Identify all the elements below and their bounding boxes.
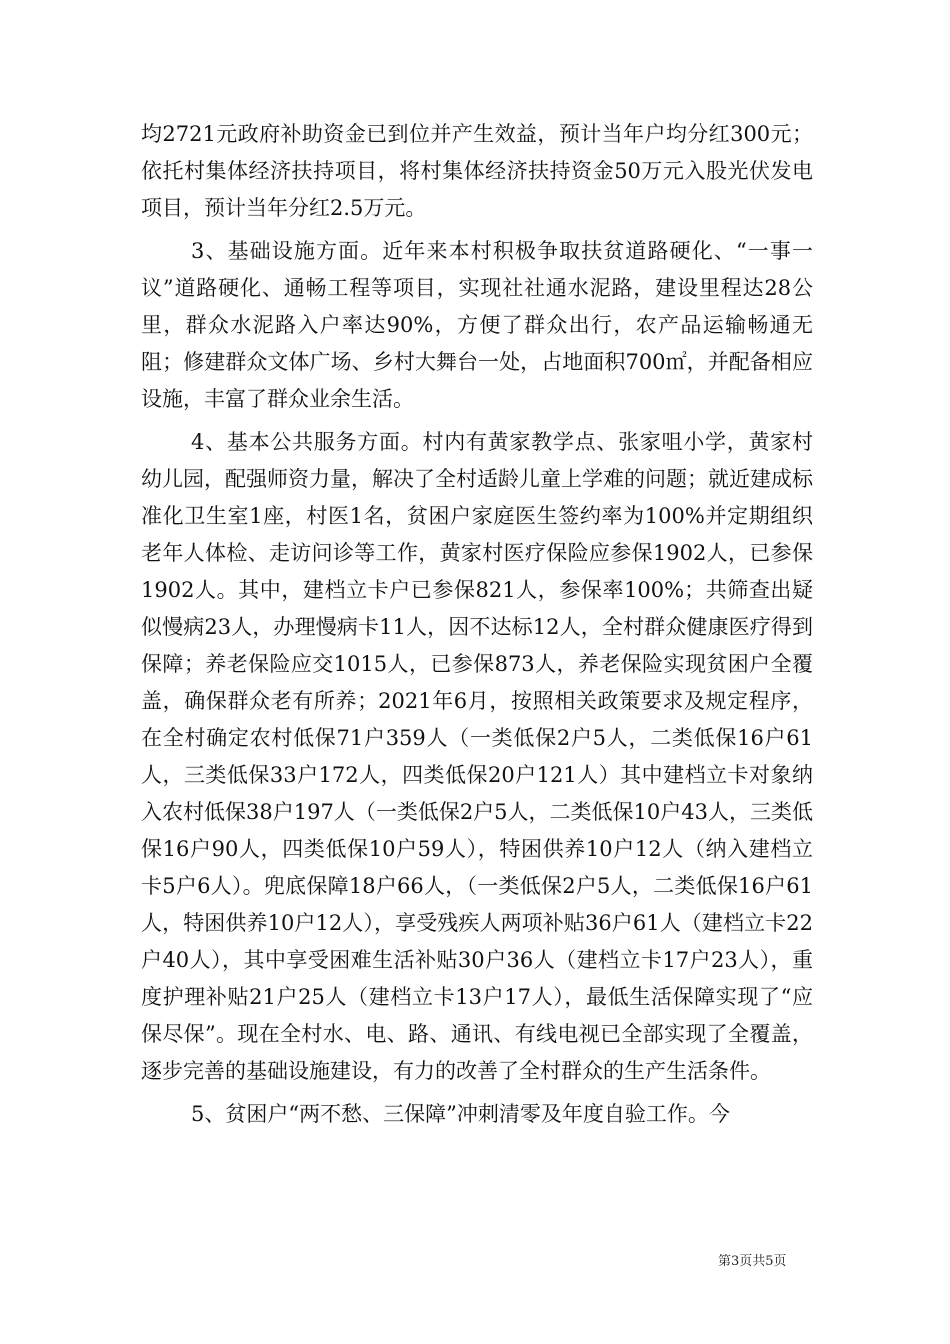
document-body <box>141 116 813 1133</box>
page-number: 第3页共5页 <box>718 1254 787 1269</box>
paragraph-poverty-clearing: 5、贫困户“两不愁、三保障”冲刺清零及年度自验工作。今 <box>191 1102 730 1126</box>
paragraph-infrastructure: 3、基础设施方面。近年来本村积极争取扶贫道路硬化、“一事一议”道路硬化、通畅工程等项目，实现社社通水泥路，建设里程达28公里，群众水泥路入户率达90%，方便了群众出行，农产品运输畅通无阻；修建群众文体广场、乡村大舞台一处，占地面积700㎡，并配备相应设施，丰富了群众业余生活。 <box>141 239 813 411</box>
paragraph-public-services: 4、基本公共服务方面。村内有黄家教学点、张家咀小学，黄家村幼儿园，配强师资力量，解决了全村适龄儿童上学难的问题；就近建成标准化卫生室1座，村医1名，贫困户家庭医生签约率为100%并定期组织老年人体检、走访问诊等工作，黄家村医疗保险应参保1902人，已参保1902人。其中，建档立卡户已参保821人，参保率100%；共筛查出疑似慢病23人，办理慢病卡11人，因不达标12人，全村群众健康医疗得到保障；养老保险应交1015人，已参保873人，养老保险实现贫困户全覆盖，确保群众老有所养；2021年6月，按照相关政策要求及规定程序，在全村确定农村低保71户359人（一类低保2户5人，二类低保16户61人，三类低保33户172人，四类低保20户121人）其中建档立卡对象纳入农村低保38户197人（一类低保2户5人，二类低保10户43人，三类低保16户90人，四类低保10户59人），特困供养10户12人（纳入建档立卡5户6人）。兜底保障18户66人，（一类低保2户5人，二类低保16户61人，特困供养10户12人），享受残疾人两项补贴36户61人（建档立卡22户40人），其中享受困难生活补贴30户36人（建档立卡17户23人），重度护理补贴21户25人（建档立卡13户17人），最低生活保障实现了“应保尽保”。现在全村水、电、路、通讯、有线电视已全部实现了全覆盖，逐步完善的基础设施建设，有力的改善了全村群众的生产生活条件。 <box>141 430 813 1083</box>
paragraph-continuation: 均2721元政府补助资金已到位并产生效益，预计当年户均分红300元；依托村集体经济扶持项目，将村集体经济扶持资金50万元入股光伏发电项目，预计当年分红2.5万元。 <box>141 122 813 220</box>
